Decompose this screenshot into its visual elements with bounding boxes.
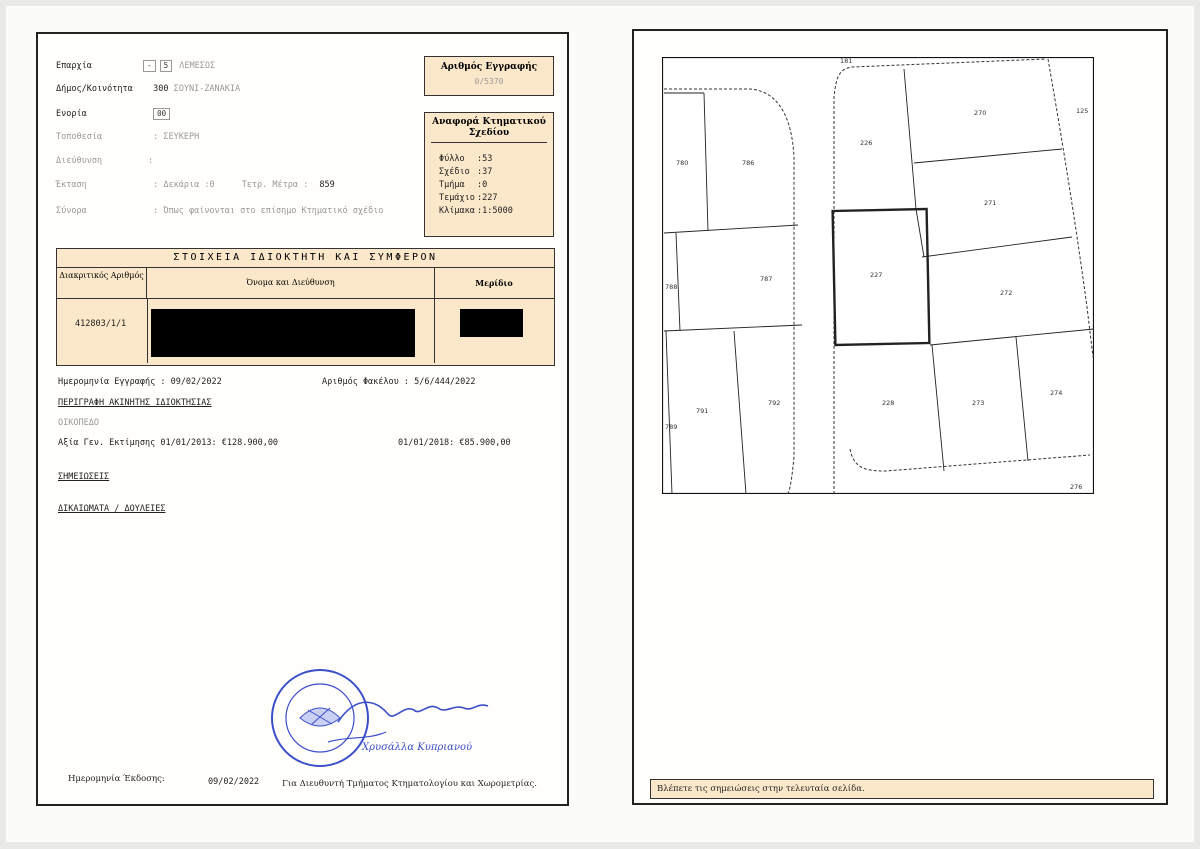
cadastral-map [662,57,1094,494]
plan-row-plan: Σχέδιο :37 [439,167,493,177]
col-header-id: Διακριτικός Αριθμός [57,268,147,298]
parcel-label: 787 [760,275,773,283]
plan-row-sheet: Φύλλο :53 [439,154,493,164]
redacted-owner-name [151,309,415,357]
field-area: Έκταση : Δεκάρια :0 Τετρ. Μέτρα : 859 [56,180,335,190]
parcel-label: 791 [696,407,709,415]
footer-note-box [650,779,1154,799]
valuation-2018: 01/01/2018: €85.900,00 [398,438,511,448]
owner-section [56,248,555,366]
col-header-share: Μερίδιο [475,278,513,288]
valuation-2013: Αξία Γεν. Εκτίμησης 01/01/2013: €128.900,00 [58,438,279,448]
issue-date: 09/02/2022 [208,777,260,787]
col-header-name: Όνομα και Διεύθυνση [147,268,435,298]
parcel-label: 276 [1070,483,1083,491]
parcel-label: 792 [768,399,781,407]
cadastral-plan-box: Αναφορά Κτηματικού Σχεδίου Φύλλο :53 Σχέδιο :37 Τμήμα :0 Τεμάχιο :227 Κλίμακα :1:5000 [424,112,554,237]
field-province: Επαρχία - 5 ΛΕΜΕΣΟΣ [56,61,216,71]
official-stamp-signature [268,662,508,777]
field-locality: Τοποθεσία : ΣΕΥΚΕΡΗ [56,132,200,142]
registration-number-box: Αριθμός Εγγραφής 0/5370 [424,56,554,96]
notes-title: ΣΗΜΕΙΩΣΕΙΣ [58,472,110,482]
parcel-label: 788 [665,283,678,291]
plan-row-section: Τμήμα :0 [439,180,488,190]
plan-row-scale: Κλίμακα :1:5000 [439,206,513,216]
parcel-label: 125 [1076,107,1089,115]
issuer-line: Για Διευθυντή Τμήματος Κτηματολογίου και Χωρομετρίας. [282,779,537,789]
property-description-value: ΟΙΚΟΠΕΔΟ [58,418,99,428]
redacted-share [460,309,523,337]
owner-id: 412803/1/1 [75,319,127,329]
parcel-label: 227 [870,271,883,279]
cadastral-map-page [632,29,1168,805]
registration-date: Ημερομηνία Εγγραφής : 09/02/2022 [58,377,222,387]
parcel-label: 270 [974,109,987,117]
rights-title: ΔΙΚΑΙΩΜΑΤΑ / ΔΟΥΛΕΙΕΣ [58,504,166,514]
parcel-label: 274 [1050,389,1063,397]
parcel-label: 181 [840,57,853,65]
parcel-label: 228 [882,399,895,407]
title-deed-page [36,32,569,806]
field-parish: Ενορία 00 [56,108,172,120]
parcel-label: 273 [972,399,985,407]
field-boundaries: Σύνορα : Όπως φαίνονται στο επίσημο Κτηματικό σχέδιο [56,206,384,216]
issue-date-label: Ημερομηνία Έκδοσης: [68,774,165,784]
parcel-label: 226 [860,139,873,147]
plan-row-plot: Τεμάχιο :227 [439,193,498,203]
parcel-label: 789 [665,423,678,431]
signature-name: Χρυσάλλα Κυπριανού [362,742,473,753]
field-municipality: Δήμος/Κοινότητα 300 ΣΟΥΝΙ-ΖΑΝΑΚΙΑ [56,84,241,94]
property-description-title: ΠΕΡΙΓΡΑΦΗ ΑΚΙΝΗΤΗΣ ΙΔΙΟΚΤΗΣΙΑΣ [58,398,212,408]
file-number: Αριθμός Φακέλου : 5/6/444/2022 [322,377,476,387]
footer-note: Βλέπετε τις σημειώσεις στην τελευταία σελίδα. [657,784,865,794]
field-address: Διεύθυνση : [56,156,154,166]
parcel-label: 272 [1000,289,1013,297]
parcel-label: 271 [984,199,997,207]
parcel-label: 786 [742,159,755,167]
parcel-label: 780 [676,159,689,167]
owner-section-title: ΣΤΟΙΧΕΙΑ ΙΔΙΟΚΤΗΤΗ ΚΑΙ ΣΥΜΦΕΡΟΝ [57,249,554,268]
